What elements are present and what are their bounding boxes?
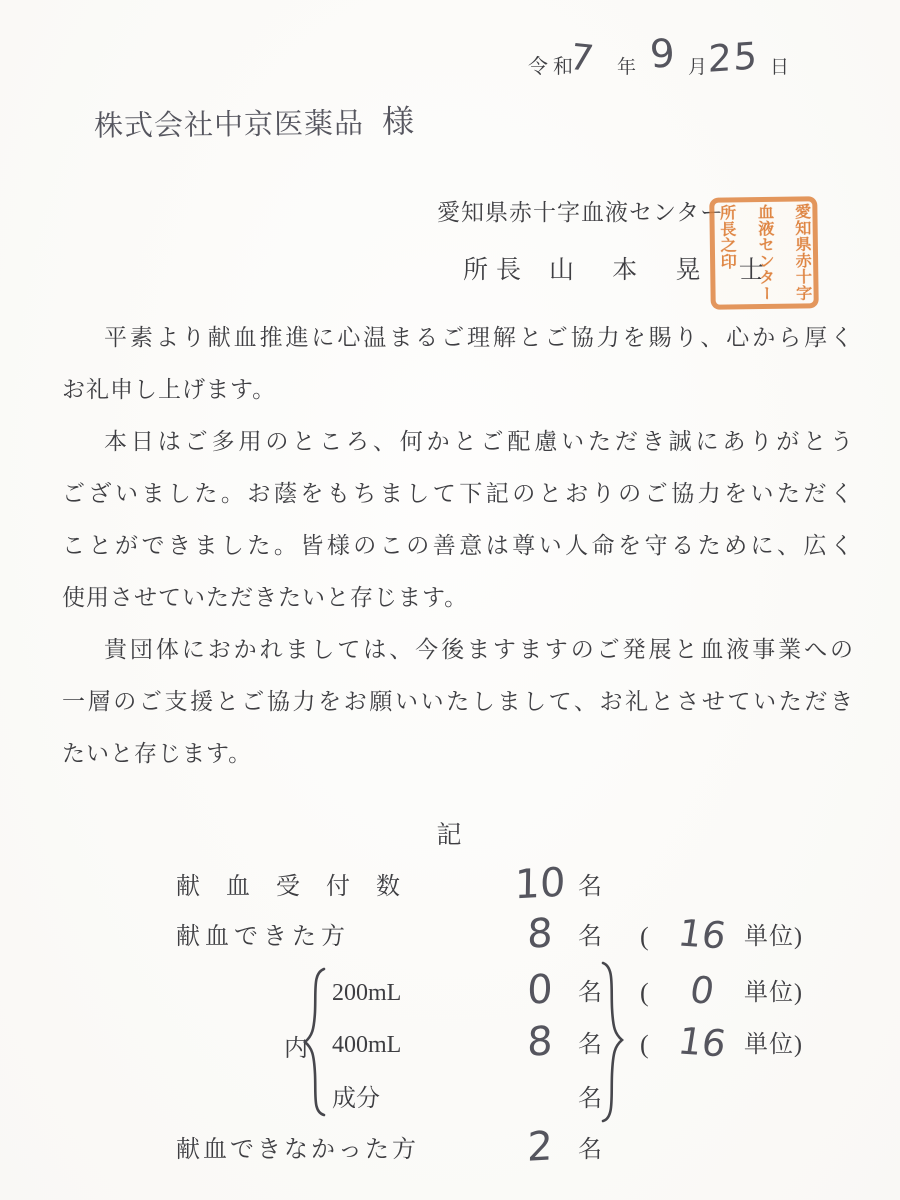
table-row-400ml <box>0 1018 900 1068</box>
body-line: ございました。お蔭をもちまして下記のとおりのご協力をいただく <box>62 481 854 506</box>
body-line: ことができました。皆様のこの善意は尊い人命を守るために、広く <box>62 533 854 558</box>
row-label: 献血受付数 <box>176 874 426 900</box>
counter-label: 名 <box>578 980 602 1006</box>
month-value-handwritten: 9 <box>648 31 676 78</box>
row-value-handwritten: 10 <box>514 859 566 909</box>
day-value-handwritten: 25 <box>707 34 760 81</box>
recipient-company-handwritten: 株式会社中京医薬品 <box>93 105 365 143</box>
row-label: 献血できなかった方 <box>176 1137 419 1163</box>
day-label: 日 <box>770 57 790 78</box>
body-line: 本日はご多用のところ、何かとご配慮いただき誠にありがとう <box>104 429 854 454</box>
units-value-handwritten: 16 <box>675 1019 729 1066</box>
units-label: 単位) <box>744 1032 803 1058</box>
row-value-handwritten: 8 <box>526 910 554 958</box>
table-row-component <box>0 1076 900 1122</box>
section-heading-ki: 記 <box>436 822 464 849</box>
row-value-handwritten: 8 <box>526 1018 554 1066</box>
seal-column-left: 所長之印 <box>717 204 736 270</box>
sender-organization: 愛知県赤十字血液センター <box>437 200 725 225</box>
table-row-200ml <box>0 966 900 1016</box>
sender-name: 山 本 晃 士 <box>549 257 765 284</box>
paren-open: ( <box>640 1030 649 1059</box>
body-line: 貴団体におかれましては、今後ますますのご発展と血液事業への <box>104 637 854 662</box>
date-line <box>520 31 810 94</box>
era-label: 令和 <box>528 56 578 78</box>
counter-label: 名 <box>578 1032 602 1058</box>
row-value-handwritten: 0 <box>526 966 554 1014</box>
counter-label: 名 <box>578 874 602 900</box>
body-line: 平素より献血推進に心温まるご理解とご協力を賜り、心から厚く <box>104 325 854 350</box>
paren-open: ( <box>640 922 649 951</box>
body-line: たいと存じます。 <box>62 741 253 766</box>
letter-body <box>62 312 854 780</box>
body-line: お礼申し上げます。 <box>62 377 277 402</box>
counter-label: 名 <box>578 1086 602 1112</box>
units-label: 単位) <box>744 980 803 1006</box>
year-label: 年 <box>617 57 637 78</box>
row-label: 献血できた方 <box>176 924 350 950</box>
table-row-reception <box>0 859 900 910</box>
row-label: 200mL <box>332 980 402 1006</box>
row-label: 400mL <box>332 1032 402 1058</box>
row-label: 成分 <box>332 1086 380 1112</box>
body-line: 使用させていただきたいと存じます。 <box>62 585 469 610</box>
right-brace <box>596 960 628 1124</box>
year-value-handwritten: 7 <box>566 37 597 80</box>
seal-column-right: 愛知県赤十字 <box>792 203 812 302</box>
body-line: 一層のご支援とご協力をお願いいたしまして、お礼とさせていただき <box>62 689 854 714</box>
sender-name-line <box>463 250 765 286</box>
table-row-donated <box>0 910 900 960</box>
row-value-handwritten: 2 <box>526 1123 554 1171</box>
sender-title: 所長 <box>463 257 530 284</box>
units-value-handwritten: 0 <box>686 968 718 1013</box>
units-value-handwritten: 16 <box>675 911 729 958</box>
paren-open: ( <box>640 978 649 1007</box>
recipient-honorific: 様 <box>381 102 415 141</box>
month-label: 月 <box>688 57 708 78</box>
left-brace <box>300 966 330 1118</box>
recipient-line <box>94 96 414 145</box>
table-row-not-donated <box>0 1123 900 1173</box>
counter-label: 名 <box>578 1137 602 1163</box>
seal-column-middle: 血液センター <box>755 203 774 303</box>
units-label: 単位) <box>744 924 803 950</box>
counter-label: 名 <box>578 924 602 950</box>
group-label-uchi: 内 <box>284 1036 308 1062</box>
